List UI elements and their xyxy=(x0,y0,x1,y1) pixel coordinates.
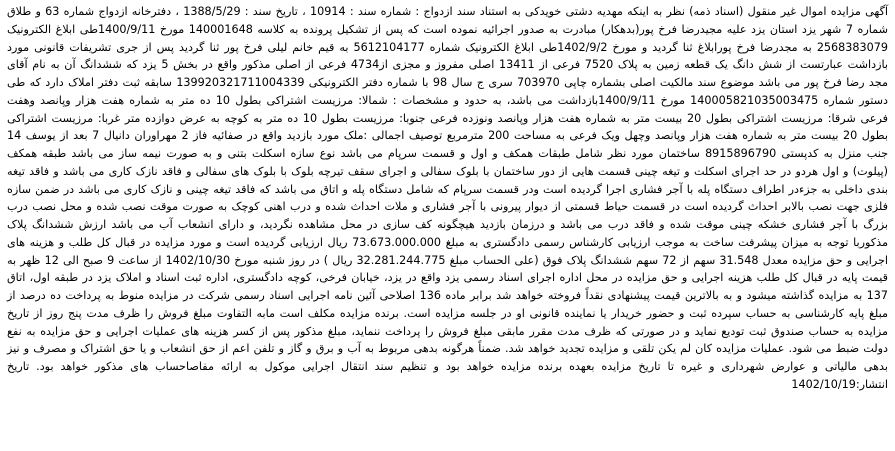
auction-notice-text: آگهی مزایده اموال غیر منقول (اسناد ذمه) نظر به اینکه مهدیه دشتی خویدکی به استناد سند ازدواج : شماره سند : 10914 ، تاریخ سند : 1388/5/29 ، دفترخانه ازدواج شماره 63 و طلاق شماره 7 شهر یزد استان یزد علیه مجیدرضا فرخ پور(بدهکار) مبادرت به صدور اجرائیه نموده است که پس از تشکیل پرونده به کلاسه 140001648 مورخ 1400/9/11طی ابلاغ الکترونیک 2568383079 به مجدرضا فرخ پورابلاغ ثنا گردید و مورخ 1402/9/2طی ابلاغ الکترونیک شماره 5612104177 به قیم خانم لیلی فرخ پور ثنا گردید پس از جری تشریفات قانونی مورد بازداشت عبارتست از شش دانگ یک قطعه زمین به پلاک 7520 فرعی از 13411 اصلی مفروز و مجزی از4734 فرعی از اصلی مذکور واقع در بخش 5 یزد که ششدانگ آن به نام آقای مجد رضا فرخ پور می باشد موضوع سند مالکیت اصلی بشماره چاپی 703970 سری ج سال 98 با شماره دفتر الکترونیکی 139920321711004339 سابقه ثبت دفتر املاک دارد که طی دستور شماره 140005821035003475 مورخ 1400/9/11بازداشت می باشد، به حدود و مشخصات : شمالا: مرزیست اشتراکی بطول 10 ده متر به شماره هفت هزار وپانصد وهفت فرعی شرقا: مرزیست اشتراکی بطول 20 بیست متر به شماره هفت هزار وپانصد ونوزده فرعی جنوبا: مرزیست بطول 10 ده متر به کوچه به عرض دوازده متر غربا: مرزیست اشتراکی بطول 20 بیست متر به شماره هفت هزار وپانصد وچهل ویک فرعی به مساحت 200 مترمربع توصیف اجمالی :ملک مورد بازدید واقع در صفائیه فاز 2 مهراوران دانیال 7 بعد از یوسف 14 جنب منزل به کدپستی 8915896790 ساختمان مورد نظر شامل طبقات همکف و اول و قسمت سرپام می باشد نوع سازه اسکلت بتنی و به صورت نیمه ساز می باشد طبقه همکف (پیلوت) و اول هردو در حد اجرای اسکلت و تیغه چینی قسمت هایی از دور ساختمان با بلوک سفالی و اجرای سقف تیرچه بلوک با بلوک های سفالی و فاقد نازک کاری می باشد و فاقد تیغه بندی داخلی به جزءدر اطراف دستگاه پله با آجر فشاری اجرا گردیده است ودر قسمت سرپام که شامل دستگاه پله و اتاق می باشد که فاقد تیغه چینی و نازک کاری می باشد در ضمن سازه فلزی جهت نصب بالابر احداث گردیده است در قسمت حیاط قسمتی از دیوار پیرونی با آجر فشاری و ملات احداث شده و درب اهنی کوچک به صورت موقت نصب شده و محل نصب درب بزرگ با آجر فشاری خشکه چینی موقت شده و فاقد درب می باشد و درزمان بازدید هیچگونه کف سازی در محل مشاهده نگردید، و دارای انشعاب آب می باشد ارزش ششدانگ پلاک مذکوربا توجه به میزان پیشرفت ساخت به موجب ارزیابی کارشناس رسمی دادگستری به مبلغ 73.673.000.000 ریال ارزیابی گردیده است و مورد مزایده در قبال کل طلب و هزینه های اجرایی و حق مزایده معدل 31.548 سهم از 72 سهم ششدانگ پلاک فوق (علی الحساب مبلغ 32.281.244.775 ریال ) در روز شنبه مورخ 1402/10/30 از ساعت 9 صبح الی 12 ظهر به قیمت پایه در قبال کل طلب هزینه اجرایی و حق مزایده در محل اداره اجرای اسناد رسمی یزد واقع در یزد، خیابان فرخی، کوچه دادگستری، اداره ثبت اسناد و املاک یزد در طبقه اول، اتاق 137 به مزایده گذاشته میشود و به بالاترین قیمت پیشنهادی نقداً فروخته خواهد شد برابر ماده 136 اصلاحی آئین نامه اجرایی اسناد رسمی شرکت در مزایده منوط به پرداخت ده درصد از مبلغ پایه کارشناسی به حساب سپرده ثبت و حضور خریدار یا نماینده قانونی او در جلسه مزایده است. برنده مزایده مکلف است مابه التفاوت مبلغ فروش را ظرف مدت پنج روز از تاریخ مزایده به حساب صندوق ثبت تودیع نماید و در صورتی که ظرف مدت مقرر مابقی مبلغ فروش را پرداخت ننماید، مبلغ مذکور پس از کسر هزینه های عملیات اجرایی و حق مزایده به نفع دولت ضبط می شود. عملیات مزایده کان لم یکن تلقی و مزایده تجدید خواهد شد. ضمناً هرگونه بدهی مربوط به آب و برق و گاز و تلفن اعم از حق انشعاب و یا حق اشتراک و مصرف و نیز بدهی مالیاتی و عوارض شهرداری و غیره تا تاریخ مزایده بعهده برنده مزایده خواهد بود و تنظیم سند انتقال اجرایی موکول به ارائه مفاصاحساب های مذکور خواهد بود. تاریخ انتشار:1402/10/19 xyxy=(7,5,889,391)
